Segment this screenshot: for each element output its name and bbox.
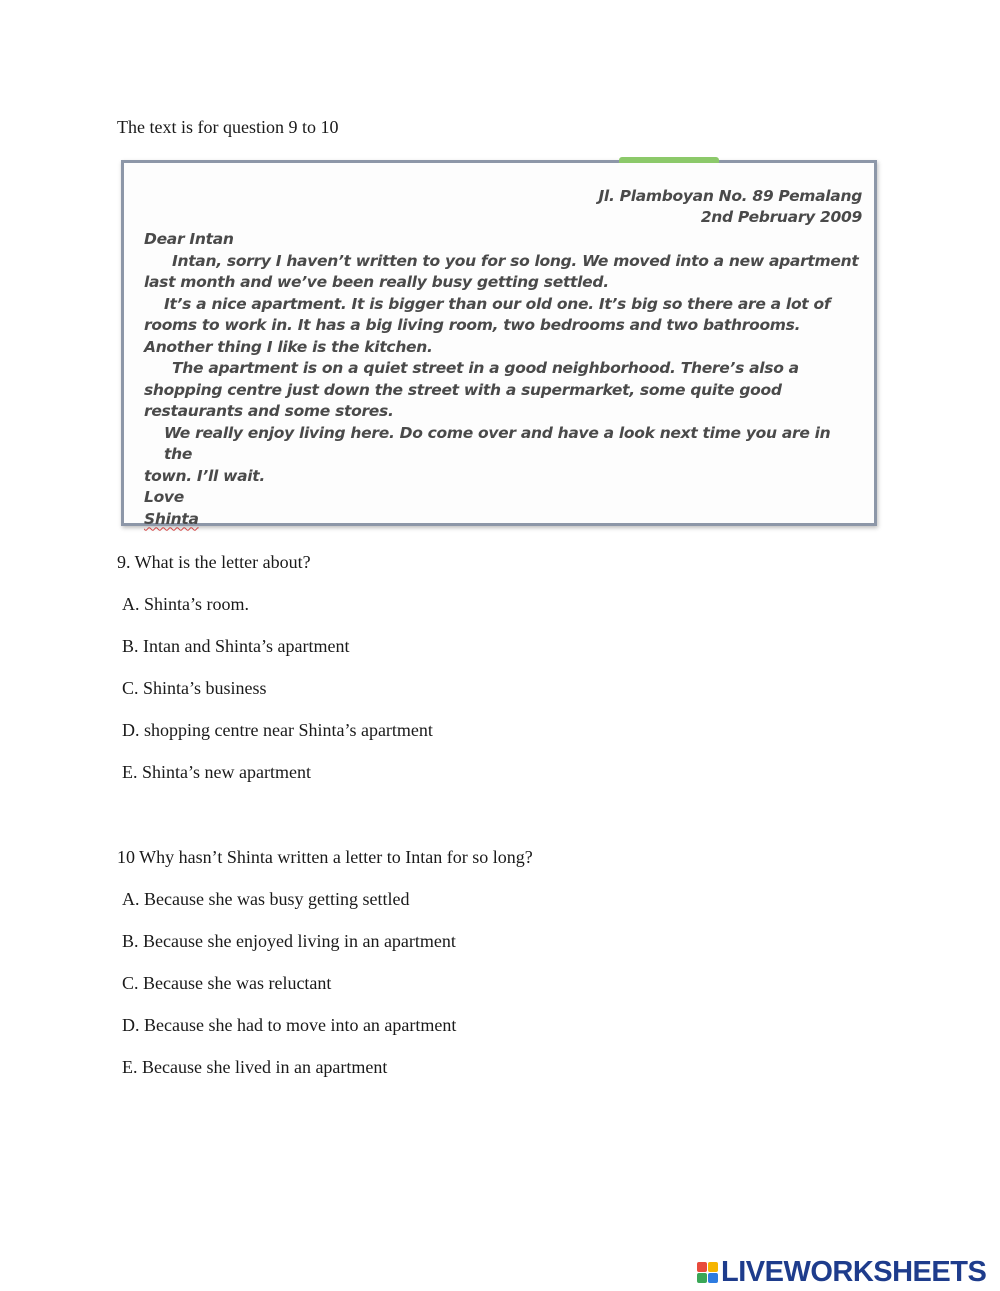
question-10: 10 Why hasn’t Shinta written a letter to Intan for so long? (117, 847, 533, 867)
letter-line: The apartment is on a quiet street in a good neighborhood. There’s also a (172, 359, 799, 377)
question-9-option-e: E. Shinta’s new apartment (122, 762, 311, 782)
letter-line: restaurants and some stores. (144, 402, 394, 420)
letter-line: last month and we’ve been really busy getting settled. (144, 273, 609, 291)
question-10-option-c: C. Because she was reluctant (122, 973, 332, 993)
logo-square-red (697, 1262, 707, 1272)
intro-text: The text is for question 9 to 10 (117, 117, 339, 137)
address-line-1: Jl. Plamboyan No. 89 Pemalang (598, 187, 862, 205)
question-10-option-b: B. Because she enjoyed living in an apartment (122, 931, 456, 951)
question-9: 9. What is the letter about? (117, 552, 311, 572)
letter-line: We really enjoy living here. Do come over and have a look next time you are in the (164, 423, 831, 463)
question-9-option-b: B. Intan and Shinta’s apartment (122, 636, 350, 656)
letter-line: shopping centre just down the street with a supermarket, some quite good (144, 380, 782, 399)
question-9-option-c: C. Shinta’s business (122, 678, 267, 698)
question-10-option-a: A. Because she was busy getting settled (122, 889, 410, 909)
letter-image (121, 160, 877, 526)
letter-address (598, 186, 862, 228)
logo-mark-icon (697, 1262, 718, 1283)
logo-square-blue (708, 1273, 718, 1283)
letter-line: rooms to work in. It has a big living room, two bedrooms and two bathrooms. (144, 316, 801, 334)
question-10-option-e: E. Because she lived in an apartment (122, 1057, 388, 1077)
letter-greeting: Dear Intan (144, 230, 234, 248)
liveworksheets-logo[interactable] (697, 1257, 986, 1287)
logo-square-yellow (708, 1262, 718, 1272)
letter-frame-decoration (619, 157, 719, 163)
question-9-option-a: A. Shinta’s room. (122, 594, 250, 614)
letter-line: Another thing I like is the kitchen. (144, 337, 433, 356)
letter-body (144, 229, 859, 530)
logo-text: LIVEWORKSHEETS (721, 1256, 987, 1288)
address-line-2: 2nd Pebruary 2009 (700, 208, 862, 226)
letter-line: Intan, sorry I haven’t written to you for so long. We moved into a new apartment (172, 251, 859, 270)
letter-signature: Shinta (144, 509, 199, 528)
question-10-option-d: D. Because she had to move into an apartment (122, 1015, 457, 1035)
letter-line: It’s a nice apartment. It is bigger than our old one. It’s big so there are a lot of (164, 294, 831, 313)
letter-line: town. I’ll wait. (144, 466, 265, 485)
letter-closing: Love (144, 488, 184, 506)
logo-square-green (697, 1273, 707, 1283)
question-9-option-d: D. shopping centre near Shinta’s apartment (122, 720, 433, 740)
